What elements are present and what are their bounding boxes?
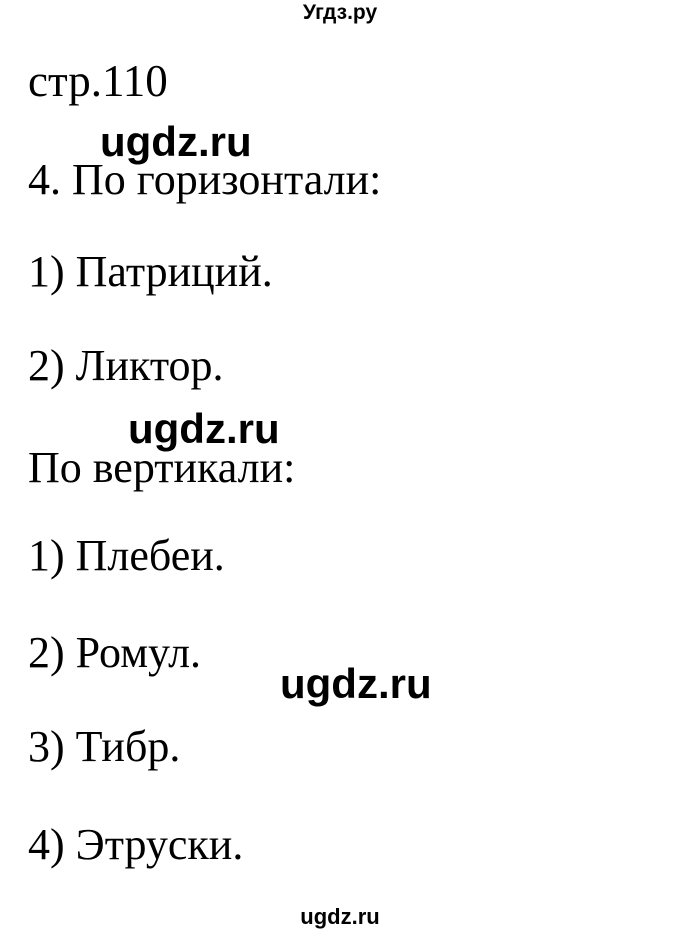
page-number-label: стр.110 <box>28 56 168 106</box>
vertical-answer-3: 3) Тибр. <box>28 722 181 771</box>
watermark-ugdz-1: ugdz.ru <box>100 118 252 165</box>
footer-ugdz-label: ugdz.ru <box>300 904 380 929</box>
watermark-ugdz-3: ugdz.ru <box>280 660 432 707</box>
horizontal-answer-2: 2) Ликтор. <box>28 341 224 390</box>
vertical-answer-2: 2) Ромул. <box>28 628 202 677</box>
vertical-answer-4: 4) Этруски. <box>28 820 244 869</box>
section-title-horizontal: 4. По горизонтали: <box>28 155 382 204</box>
section-title-vertical: По вертикали: <box>28 443 296 492</box>
site-title: Угдз.ру <box>302 1 378 24</box>
watermark-ugdz-2: ugdz.ru <box>128 405 280 452</box>
vertical-answer-1: 1) Плебеи. <box>28 531 225 580</box>
horizontal-answer-1: 1) Патриций. <box>28 247 273 296</box>
